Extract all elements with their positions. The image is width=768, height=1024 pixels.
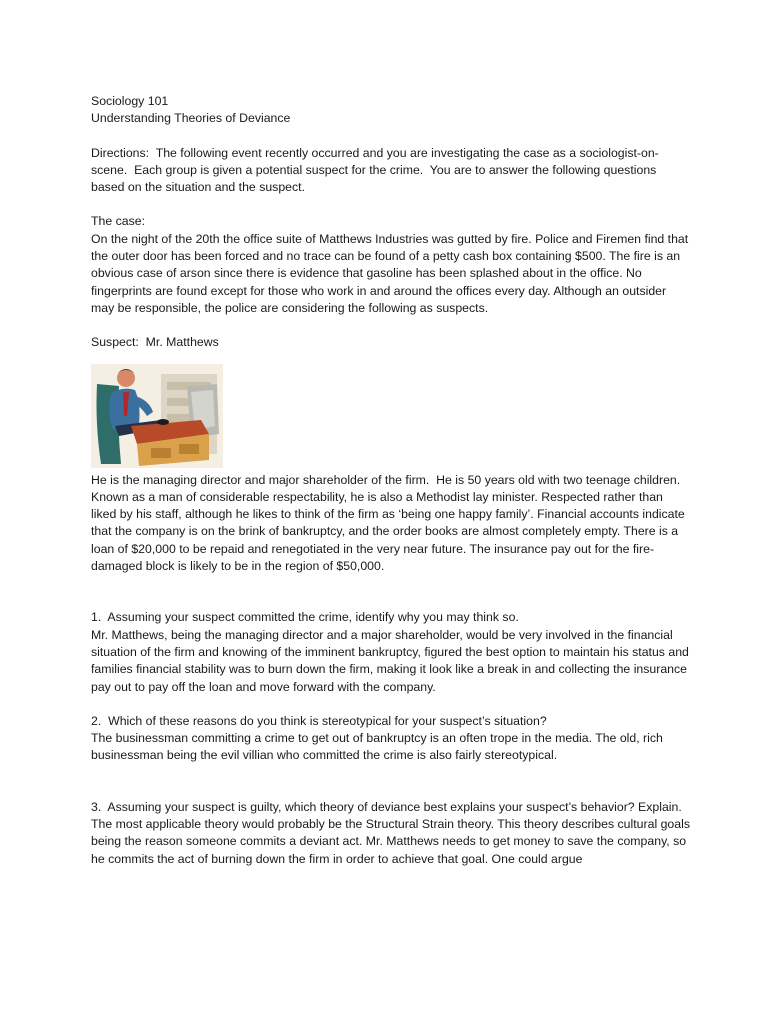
case-text: On the night of the 20th the office suite of Matthews Industries was gutted by fire. Police and Firemen find that the outer door has been forced and no trace can be found of a petty cash box containing $500. The fire is an obvious case of arson since there is evidence that gasoline has been splashed about in the office. No fingerprints are found except for those who work in and around the offices every day. Although an outsider may be responsible, the police are considering the following as suspects.	[91, 231, 692, 315]
question-3: 3. Assuming your suspect is guilty, which theory of deviance best explains your suspect’s behavior? Explain.	[91, 799, 682, 814]
course-title: Sociology 101	[91, 94, 169, 108]
answer-2: The businessman committing a crime to get out of bankruptcy is an often trope in the media. The old, rich businessman being the evil villian who committed the crime is also fairly stereotypical.	[91, 731, 667, 763]
answer-1: Mr. Matthews, being the managing director and a major shareholder, would be very involved in the financial situation of the firm and knowing of the imminent bankruptcy, figured the best option to maintain his status and families financial stability was to burn down the firm, making it look like a break in and collecting the insurance pay out to pay off the loan and move forward with the company.	[91, 627, 693, 694]
question-1: 1. Assuming your suspect committed the crime, identify why you may think so.	[91, 610, 519, 625]
question-2: 2. Which of these reasons do you think is stereotypical for your suspect’s situation?	[91, 713, 547, 728]
case-heading: The case:	[91, 214, 145, 229]
businessman-at-desk-clipart	[91, 364, 223, 468]
suspect-label: Suspect: Mr. Matthews	[91, 335, 219, 350]
answer-3: The most applicable theory would probably be the Structural Strain theory. This theory describes cultural goals being the reason someone commits a deviant act. Mr. Matthews needs to get money to save the company, so he commits the act of burning down the firm in order to achieve that goal. One could argue	[91, 817, 694, 866]
worksheet-title: Understanding Theories of Deviance	[91, 111, 291, 126]
directions-text: Directions: The following event recently occurred and you are investigating the case as a sociologist-on-scene. Each group is given a potential suspect for the crime. You are to answer the following questions based on the situation and the suspect.	[91, 145, 660, 195]
suspect-description: He is the managing director and major shareholder of the firm. He is 50 years old with two teenage children. Known as a man of considerable respectability, he is also a Methodist lay minister. Respected rather than liked by his staff, although he likes to think of the firm as ‘being one happy family’. Financial accounts indicate that the company is on the brink of bankruptcy, and the order books are almost completely empty. There is a loan of $20,000 to be repaid and renegotiated in the very near future. The insurance pay out for the fire-damaged block is likely to be in the region of $50,000.	[91, 472, 689, 574]
document-page	[91, 93, 694, 868]
